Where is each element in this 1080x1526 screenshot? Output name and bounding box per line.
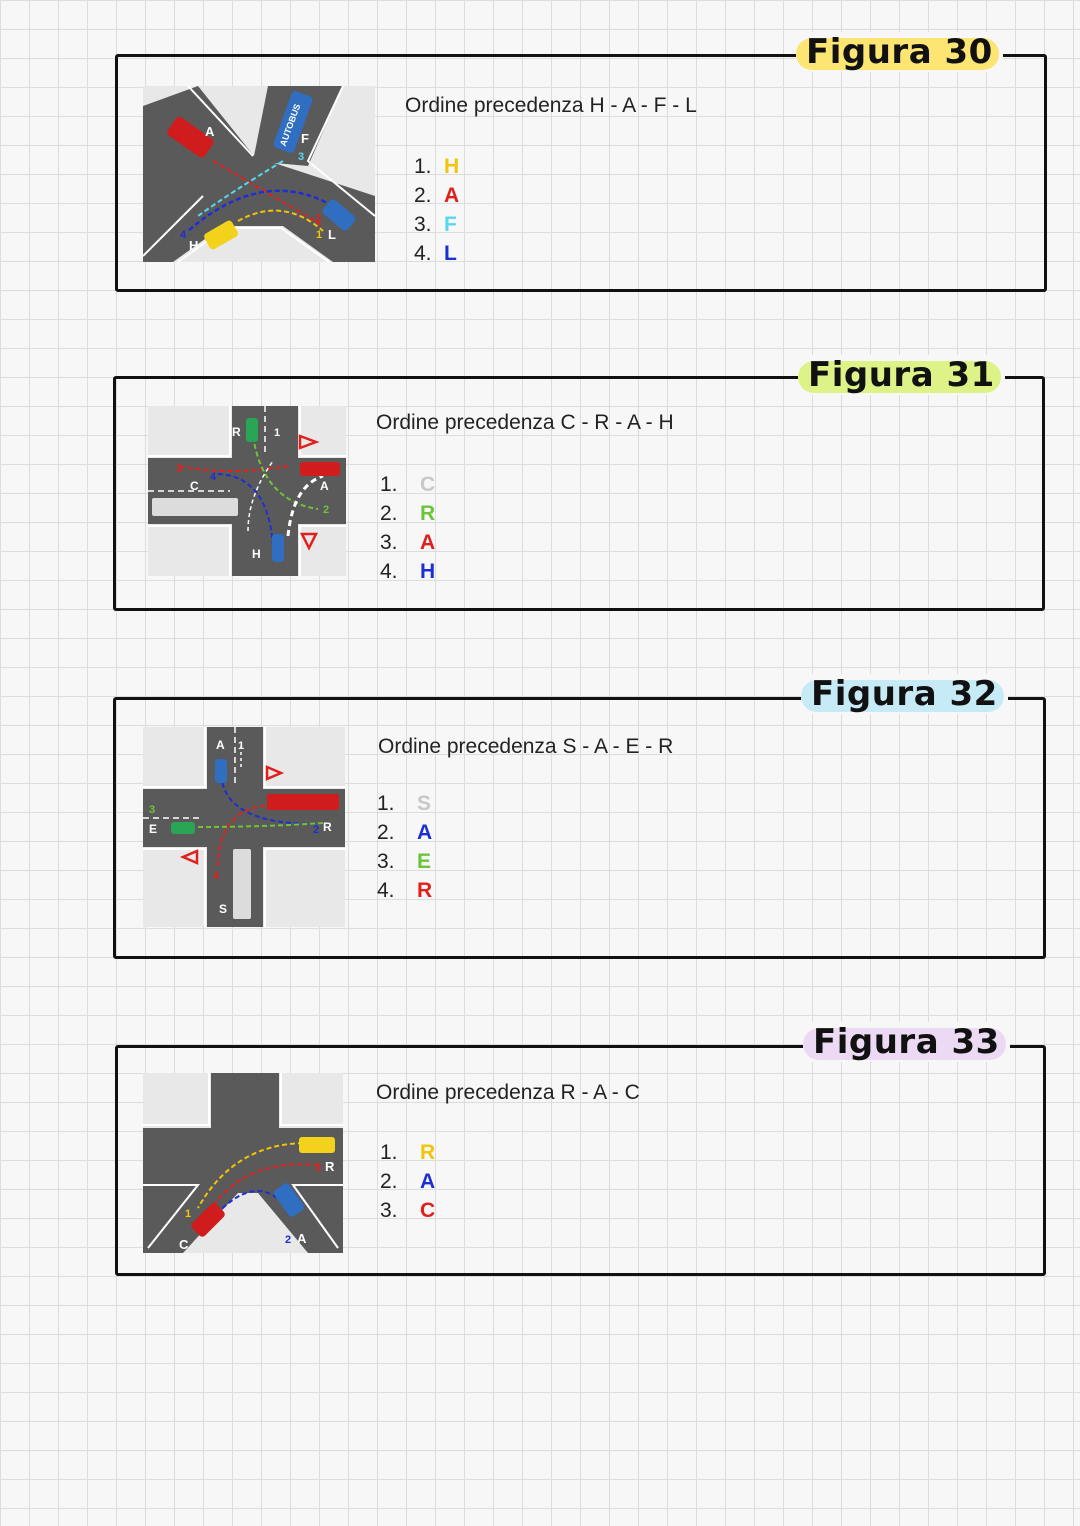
- diagram-num-2: 2: [285, 1234, 292, 1246]
- list-item: 1. S: [377, 792, 432, 815]
- list-item: 1. R: [380, 1141, 436, 1164]
- diagram-num-3: 3: [149, 804, 156, 816]
- figure-title-30: Figura 30: [796, 32, 1003, 72]
- diagram-num-2: 2: [323, 504, 330, 516]
- order-text-30: Ordine precedenza H - A - F - L: [405, 94, 697, 117]
- diagram-num-1: 1: [316, 229, 323, 241]
- diagram-label-r: R: [232, 425, 241, 439]
- diagram-label-c: C: [179, 1237, 189, 1252]
- diagram-label-l: L: [328, 227, 336, 242]
- intersection-diagram-31: [148, 406, 346, 576]
- intersection-diagram-33: [143, 1073, 343, 1253]
- diagram-label-e: E: [149, 822, 158, 836]
- list-item: 3. A: [380, 531, 436, 554]
- diagram-label-f: F: [301, 131, 309, 146]
- intersection-diagram-32: [143, 727, 345, 927]
- list-item: 4. L: [414, 242, 457, 265]
- order-list-30: [414, 152, 459, 268]
- diagram-label-c: C: [190, 479, 199, 493]
- diagram-num-2: 2: [313, 824, 320, 836]
- diagram-label-a: A: [205, 124, 215, 139]
- diagram-label-s: S: [219, 902, 228, 916]
- diagram-num-3: 3: [298, 151, 305, 163]
- list-item: 3. E: [377, 850, 432, 873]
- list-item: 4. H: [380, 560, 436, 583]
- diagram-label-r: R: [323, 820, 332, 834]
- intersection-diagram-30: [143, 86, 375, 262]
- list-item: 2. R: [380, 502, 436, 525]
- list-item: 3. F: [414, 213, 457, 236]
- diagram-num-4: 4: [213, 870, 220, 882]
- order-list-31: [380, 470, 435, 586]
- diagram-num-1: 1: [185, 1208, 192, 1220]
- list-item: 1. H: [414, 155, 460, 178]
- diagram-num-4: 4: [180, 229, 187, 241]
- diagram-num-3: 3: [176, 463, 183, 475]
- diagram-label-r: R: [325, 1159, 335, 1174]
- diagram-label-h: H: [189, 238, 199, 253]
- diagram-num-4: 4: [210, 471, 217, 483]
- diagram-label-a: A: [216, 738, 225, 752]
- list-item: 2. A: [377, 821, 433, 844]
- figure-title-33: Figura 33: [803, 1022, 1010, 1062]
- order-text-32: Ordine precedenza S - A - E - R: [378, 735, 674, 758]
- list-item: 3. C: [380, 1199, 436, 1222]
- list-item: 2. A: [414, 184, 460, 207]
- diagram-label-h: H: [252, 547, 261, 561]
- diagram-num-1: 1: [238, 740, 245, 752]
- diagram-label-bus: AUTOBUS: [277, 102, 303, 148]
- figure-title-31: Figura 31: [798, 355, 1005, 395]
- diagram-label-a: A: [320, 479, 329, 493]
- diagram-num-1: 1: [274, 427, 281, 439]
- diagram-label-a: A: [297, 1231, 307, 1246]
- list-item: 4. R: [377, 879, 433, 902]
- list-item: 2. A: [380, 1170, 436, 1193]
- order-list-32: [377, 789, 432, 905]
- order-text-33: Ordine precedenza R - A - C: [376, 1081, 640, 1104]
- order-text-31: Ordine precedenza C - R - A - H: [376, 411, 674, 434]
- list-item: 1. C: [380, 473, 436, 496]
- diagram-num-2: 2: [315, 213, 322, 225]
- figure-title-32: Figura 32: [801, 674, 1008, 714]
- order-list-33: [380, 1138, 435, 1225]
- diagram-num-3: 3: [315, 1162, 322, 1174]
